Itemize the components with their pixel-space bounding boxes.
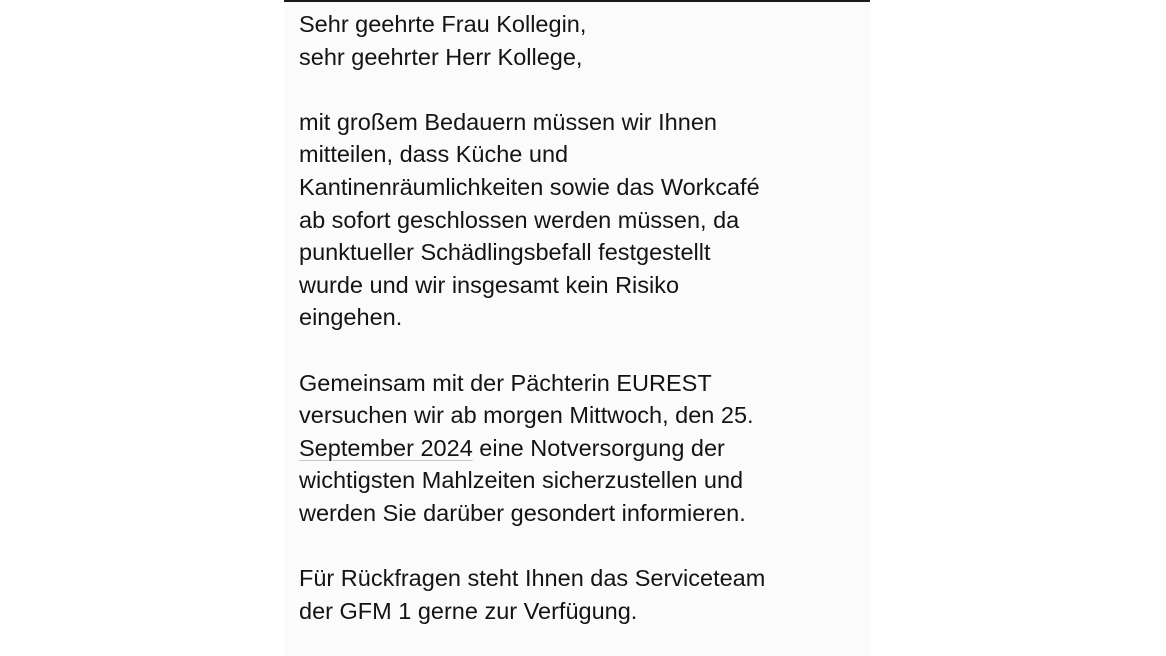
text-line: ab sofort geschlossen werden müssen, da	[299, 206, 740, 233]
text-line: der GFM 1 gerne zur Verfügung.	[299, 597, 638, 624]
text-line: Für Rückfragen steht Ihnen das Serviceteam	[299, 565, 766, 592]
text-line: werden Sie darüber gesondert informieren.	[299, 499, 746, 526]
greeting-line: Sehr geehrte Frau Kollegin,	[299, 11, 587, 37]
paragraph-contact	[299, 562, 859, 627]
paragraph-emergency-supply	[299, 367, 859, 530]
letter-page	[284, 0, 870, 656]
paragraph-closure-notice	[299, 106, 859, 334]
text-line: Gemeinsam mit der Pächterin EUREST	[299, 369, 712, 396]
text-line: punktueller Schädlingsbefall festgestellt	[299, 239, 711, 266]
text-line: eingehen.	[299, 304, 403, 331]
greeting	[299, 8, 859, 73]
greeting-line: sehr geehrter Herr Kollege,	[299, 43, 583, 70]
date-link[interactable]: September 2024	[299, 434, 473, 461]
text-line: wichtigsten Mahlzeiten sicherzustellen und	[299, 467, 744, 494]
text-segment: eine Notversorgung der	[472, 434, 725, 461]
letter-body	[299, 8, 859, 656]
text-line: Kantinenräumlichkeiten sowie das Workcafé	[299, 173, 760, 200]
text-line: mit großem Bedauern müssen wir Ihnen	[299, 108, 717, 135]
text-line	[299, 432, 859, 465]
text-line: versuchen wir ab morgen Mittwoch, den 25.	[299, 402, 754, 429]
text-line: wurde und wir insgesamt kein Risiko	[299, 271, 680, 298]
text-line: mitteilen, dass Küche und	[299, 141, 569, 168]
